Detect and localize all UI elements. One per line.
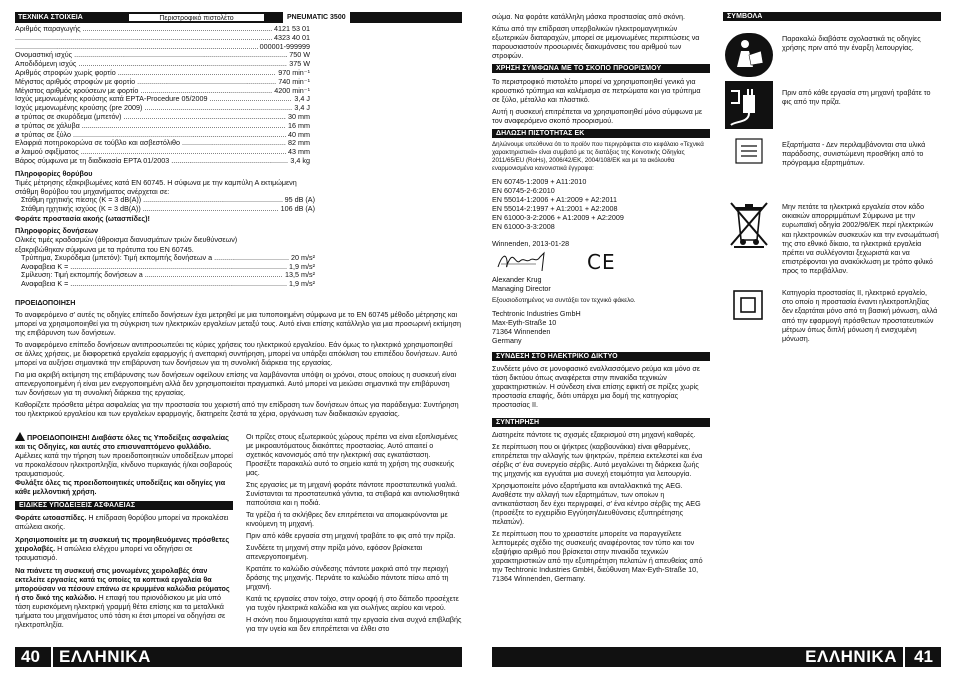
warning-triangle-icon bbox=[15, 432, 25, 441]
symbol-text-accessory: Εξαρτήματα - Δεν περιλαμβάνονται στα υλικά παράδοσης, συνιστώμενη προσθήκη από το πρόγραμμα εξαρτημάτων. bbox=[782, 140, 926, 168]
signer-name: Alexander Krug bbox=[492, 275, 542, 284]
warning-box-text: Αμέλειες κατά την τήρηση των προειδοποιητικών υποδείξεων μπορεί να προκαλέσουν ηλεκτροπληξία, κίνδυνο πυρκαγιάς ή/και σοβαρούς τραυματισμούς. bbox=[15, 451, 233, 478]
noise-row-value: 95 dB (A) bbox=[284, 195, 315, 205]
spec-row-label: Ισχύς μεμονωμένης κρούσης κατά EPTA-Procedure 05/2009 ..... bbox=[15, 95, 292, 104]
warning-paragraph: Καθορίζετε πρόσθετα μέτρα ασφαλείας για την προστασία του χειριστή από την επίδραση των δονήσεων όπως για παράδειγμα: Συντήρηση του ηλεκτρικού εργαλείου και των εργαλείων εφαρμογής, διατηρείτε ζεστά τα χέρια, οργάνωση των διαδικασιών εργασίας. bbox=[15, 400, 459, 419]
vibration-row-value: 1,9 m/s² bbox=[289, 279, 315, 289]
spec-row-value: 4323 40 01 bbox=[274, 32, 310, 42]
read-manual-glyph bbox=[725, 33, 773, 77]
standard-item: EN 61000-3-2:2006 + A1:2009 + A2:2009 bbox=[492, 213, 624, 222]
maintenance-paragraph: Σε περίπτωση που οι ψήκτρες (καρβουνάκια) είναι φθαρμένες, επιτρέπεται την αλλαγής των ψηκτρών, πρέπεια εκτελεστεί και ένα σέρβις σ' ένα συνεργείο σέρβις. Αυτό μεγαλώνει τη διάρκεια ζωής της μηχανής και εγγυάται μια συνεχή ετοιμότητα για λειτουργία. bbox=[492, 442, 703, 478]
safety-paragraph: Συνδέετε τη μηχανή στην πρίζα μόνο, εφόσον βρίσκεται απενεργοποιημένη. bbox=[246, 543, 423, 561]
spec-row bbox=[15, 131, 310, 140]
vibration-row-value: 13,5 m/s² bbox=[285, 270, 315, 280]
spec-subtitle: Περιστροφικό πιστολέτο bbox=[128, 13, 265, 22]
vibration-row-label: Αναφαβεια K = ..... bbox=[21, 263, 287, 272]
spec-header bbox=[15, 12, 462, 23]
left-lower-col2 bbox=[246, 432, 462, 636]
safety-paragraph: Κατά τις εργασίες στον τοίχο, στην οροφή ή στο δάπεδο προσέχετε για τυχόν ηλεκτρικά καλώδια και για σωλήνες αερίου και νερού. bbox=[246, 594, 459, 612]
spec-table bbox=[15, 25, 310, 166]
maintenance-text bbox=[492, 430, 710, 583]
safety-item-bold: Να πιάνετε τη συσκευή στις μονωμένες χειρολαβές όταν εκτελείτε εργασίες κατά τις οποίες τα κοπτικά εργαλεία θα μπορούσαν να πέσουν επάνω σε κρυμμένα καλώδια ρεύματος ή στο δικό της καλώδιο. bbox=[15, 566, 230, 602]
safety-item-text: Η επαφή του πριονόδισκου με μία υπό τάση ευρισκόμενη ηλεκτρική γραμμή θέτει επίσης και τα μεταλλικά τμήματα του μηχανήματος υπό τάση κι έτσι μπορεί να οδηγήσει σε ηλεκτροπληξία. bbox=[15, 593, 226, 629]
spec-row bbox=[15, 87, 310, 96]
maintenance-header: ΣΥΝΤΗΡΗΣΗ bbox=[492, 418, 710, 427]
spec-row-label: Αριθμός παραγωγής ..... bbox=[15, 25, 272, 34]
standard-item: EN 55014-2:1997 + A1:2001 + A2:2008 bbox=[492, 204, 618, 213]
warning-paragraphs bbox=[15, 310, 462, 418]
weee-bin-icon bbox=[728, 200, 770, 248]
electrical-connection-text: Συνδέετε μόνο σε μονοφασικό εναλλασσόμενο ρεύμα και μόνο σε τάση δικτύου όπως αναφέρεται στην πινακίδα τεχνικών χαρακτηριστικών. Η σύνδεση είναι επίσης εφικτή σε πρίζες χωρίς προστασία επαφής, διότι υπάρχει μια δομή της κατηγορίας προστασίας II. bbox=[492, 364, 700, 409]
safety-paragraph: Στις εργασίες με τη μηχανή φοράτε πάντοτε προστατευτικά γυαλιά. Συνίστανται τα προστατευτικά γάντια, τα στιβαρά και αντιολισθητικά παπούτσια και η ποδιά. bbox=[246, 480, 460, 507]
signer-role: Managing Director bbox=[492, 284, 551, 293]
intended-use-header: ΧΡΗΣΗ ΣΥΜΦΩΝΑ ΜΕ ΤΟ ΣΚΟΠΟ ΠΡΟΟΡΙΣΜΟΥ bbox=[492, 64, 710, 73]
spec-row bbox=[15, 139, 310, 148]
spec-row-value: 30 mm bbox=[288, 111, 310, 121]
noise-text: Τιμές μέτρησης εξακριβωμένες κατά EN 60745. Η σύφωνα με την καμπύλη Α εκτιμώμενη στάθμη θορύβου του μηχανήματος ανέρχεται σε: bbox=[15, 177, 297, 197]
company-line: Max-Eyth-Straße 10 bbox=[492, 318, 557, 327]
standard-item: EN 60745-1:2009 + A11:2010 bbox=[492, 177, 587, 186]
symbol-text-weee: Μην πετάτε τα ηλεκτρικά εργαλεία στον κάδο οικιακών απορριμμάτων! Σύμφωνα με την ευρωπαϊκή οδηγία 2002/96/ΕΚ περί ηλεκτρικών και ηλεκτρονικών συσκευών και την ενσωμάτωσή της στο εθνικό δίκαιο, τα ηλεκτρικά εργαλεία πρέπει να συλλέγονται ξεχωριστά και να επιστρέφονται για ανακύκλωση με τρόπο φιλικό προς το περιβάλλον. bbox=[782, 202, 939, 276]
safety-item bbox=[15, 535, 233, 562]
spec-row-label: Ονομαστική ισχύς ..... bbox=[15, 51, 287, 60]
safety-item-text: Η απώλεια ελέγχου μπορεί να οδηγήσει σε τραυματισμό. bbox=[15, 544, 193, 562]
accessory-icon bbox=[735, 138, 763, 164]
spec-row bbox=[15, 60, 310, 69]
vibration-title: Πληροφορίες δονήσεων bbox=[15, 226, 99, 236]
spec-row-label: Μέγιστος αριθμός κρούσεων με φορτίο ..... bbox=[15, 87, 272, 96]
right-col1 bbox=[492, 12, 710, 586]
right-page-number: 41 bbox=[914, 647, 933, 666]
spec-row bbox=[15, 122, 310, 131]
spec-row-value: 740 min⁻¹ bbox=[278, 76, 310, 86]
spec-row-label: Αποδιδόμενη ισχύς ..... bbox=[15, 60, 287, 69]
safety-item-bold: Χρησιμοποιείτε με τη συσκευή τις προμηθευόμενες πρόσθετες χειρολαβές. bbox=[15, 535, 230, 553]
symbol-text-unplug: Πριν από κάθε εργασία στη μηχανή τραβάτε το φις από την πρίζα. bbox=[782, 88, 931, 107]
intended-use-text-1: Το περιστροφικό πιστολέτο μπορεί να χρησιμοποιηθεί γενικά για κρουστικό τρύπημα και καλέμισμα σε πετρώματα και για τρύπημα σε ξύλο, μέταλλο και πλαστικό. bbox=[492, 77, 701, 104]
signature-icon bbox=[496, 251, 556, 273]
safety-item bbox=[15, 513, 233, 531]
vibration-table bbox=[15, 254, 315, 289]
conformity-text: Δηλώνουμε υπεύθυνα ότι το προϊόν που περιγράφεται στο κεφάλαιο «Τεχνικά χαρακτηριστικά» είναι συμβατό με τις διατάξεις της Κοινοτικής Οδηγίας 2011/65/EU (RoHs), 2006/42/EK, 2004/108/EK και με τα ακόλουθα εναρμονισμένα κανονιστικά έγγραφα: bbox=[492, 141, 704, 172]
maintenance-paragraph: Χρησιμοποιείτε μόνο εξαρτήματα και ανταλλακτικά της AEG. Αναθέστε την αλλαγή των εξαρτημάτων, των οποίων η αντικατάσταση δεν έχει περιγραφεί, σ' ένα κέντρο σέρβις της AEG (προσέξτε το εγχειρίδιο Εγγύηση/Διευθύνσεις εξυπηρέτησης πελατών). bbox=[492, 481, 701, 526]
spec-row-label: Ισχύς μεμονωμένης κρούσης (pre 2009) ..... bbox=[15, 104, 292, 113]
vibration-row bbox=[21, 263, 315, 272]
noise-row-label: Στάθμη ηχητικής ισχύος (K = 3 dB(A)) ..... bbox=[21, 205, 279, 214]
spec-row-value: 3,4 J bbox=[294, 94, 310, 104]
spec-row-label: Μέγιστος αριθμός στροφών με φορτίο ..... bbox=[15, 78, 276, 87]
maintenance-paragraph: Διατηρείτε πάντοτε τις σχισμές εξαερισμού στη μηχανή καθαρές. bbox=[492, 430, 696, 439]
right-col2 bbox=[723, 12, 941, 21]
spec-row-value: 375 W bbox=[289, 59, 310, 69]
spec-row bbox=[15, 69, 310, 78]
safety-item-text: Η επίδραση θορύβου μπορεί να προκαλέσει απώλεια ακοής. bbox=[15, 513, 229, 531]
standard-item: EN 61000-3-3:2008 bbox=[492, 222, 555, 231]
company-address bbox=[492, 309, 710, 345]
spec-row-value: 000001-999999 bbox=[259, 41, 310, 51]
place-date: Winnenden, 2013-01-28 bbox=[492, 239, 570, 248]
noise-row bbox=[21, 205, 315, 214]
warning-box bbox=[15, 432, 233, 496]
spec-row-value: 970 min⁻¹ bbox=[278, 67, 310, 77]
signature-row bbox=[492, 251, 710, 273]
safety-paragraph: Πριν από κάθε εργασία στη μηχανή τραβάτε το φις από την πρίζα. bbox=[246, 531, 456, 540]
warning-paragraph: Για μια ακριβή εκτίμηση της επιβάρυνσης των δονήσεων οφείλουν επίσης να λαμβάνονται υπόψη οι χρόνοι, στους οποίους η συσκευή είναι απενεργοποιημένη ή είναι μεν ενεργοποιημένη αλλά δεν χρησιμοποιείται πραγματικά. Αυτό μπορεί να μειώσει σημαντικά την επιβάρυνση των δονήσεων για τη συνολική διάρκεια της εργασίας. bbox=[15, 370, 457, 398]
vibration-row-value: 1,9 m/s² bbox=[289, 261, 315, 271]
spec-row-label: ø τρύπας σε σκυρόδεμα (μπετόν) ..... bbox=[15, 113, 286, 122]
spec-row bbox=[15, 43, 310, 52]
left-footer-bar-split bbox=[51, 647, 53, 667]
vibration-row-label: Σμίλευση: Τιμή εκπομπής δονήσεων a ..... bbox=[21, 271, 283, 280]
intended-use-text-2: Αυτή η συσκευή επιτρέπεται να χρησιμοποιηθεί μόνο σύμφωνα με τον αναφερόμενο σκοπό προορισμού. bbox=[492, 107, 703, 125]
spec-row bbox=[15, 78, 310, 87]
safety-item-bold: Φοράτε ωτοασπίδες. bbox=[15, 513, 87, 522]
symbol-text-read-manual: Παρακαλώ διαβάστε σχολαστικά τις οδηγίες χρήσης πριν από την έναρξη λειτουργίας. bbox=[782, 34, 921, 53]
dust-text: σώμα. Να φοράτε κατάλληλη μάσκα προστασίας από σκόνη. bbox=[492, 12, 685, 21]
safety-paragraph: Οι πρίζες στους εξωτερικούς χώρους πρέπει να είναι εξοπλισμένες με μικροαυτόματους διακόπτες προστασίας. Αυτό απαιτεί ο σχετικός κανονισμός από την ηλεκτρική σας εγκατάσταση. Προσέξτε παρακαλώ αυτό το σημείο κατά τη χρήση της συσκευής μας. bbox=[246, 432, 458, 477]
noise-title: Πληροφορίες θορύβου bbox=[15, 168, 93, 178]
spec-row-label: Ελαφριά ποτηροκορώνα σε τούβλο και ασβεστόλιθο ..... bbox=[15, 139, 286, 148]
spec-row bbox=[15, 104, 310, 113]
spec-row-value: 43 mm bbox=[288, 147, 310, 157]
company-line: Germany bbox=[492, 336, 522, 345]
spec-row-value: 16 mm bbox=[288, 120, 310, 130]
warning-box-keep: Φυλάξτε όλες τις προειδοποιητικές υποδείξεις και οδηγίες για κάθε μελλοντική χρήση. bbox=[15, 478, 226, 496]
spec-row-value: 750 W bbox=[289, 50, 310, 60]
left-page bbox=[15, 12, 462, 421]
spec-row-value: 82 mm bbox=[288, 138, 310, 148]
electrical-connection-header: ΣΥΝΔΕΣΗ ΣΤΟ ΗΛΕΚΤΡΙΚΟ ΔΙΚΤΥΟ bbox=[492, 352, 710, 361]
vibration-row-label: Αναφαβεια K = ..... bbox=[21, 280, 287, 289]
ce-mark: CE bbox=[587, 250, 616, 274]
right-footer bbox=[492, 647, 941, 667]
special-safety-header: ΕΙΔΙΚΕΣ ΥΠΟΔΕΙΞΕΙΣ ΑΣΦΑΛΕΙΑΣ bbox=[15, 501, 233, 510]
spec-row-label: ø τρύπας σε ξύλο ..... bbox=[15, 131, 286, 140]
left-language: ΕΛΛΗΝΙΚΑ bbox=[59, 647, 151, 666]
spec-row-label: Αριθμός στροφών χωρίς φορτίο ..... bbox=[15, 69, 276, 78]
warning-title: ΠΡΟΕΙΔΟΠΟΙΗΣΗ bbox=[15, 297, 76, 307]
spec-row-label bbox=[15, 34, 272, 43]
right-language: ΕΛΛΗΝΙΚΑ bbox=[805, 647, 897, 666]
safety-paragraph: Κρατάτε το καλώδιο σύνδεσης πάντοτε μακριά από την περιοχή δράσης της μηχανής. Περνάτε το καλώδιο πάντοτε πίσω από τη μηχανή. bbox=[246, 564, 449, 591]
warning-box-bold: ΠΡΟΕΙΔΟΠΟΙΗΣΗ! Διαβάστε όλες τις Υποδείξεις ασφαλείας και τις Οδηγίες, και αυτές στο επισυναπτόμενο φυλλάδιο. bbox=[15, 433, 229, 451]
standards-list bbox=[492, 177, 710, 231]
noise-table bbox=[15, 196, 315, 214]
spec-row bbox=[15, 51, 310, 60]
spec-title: ΤΕΧΝΙΚΑ ΣΤΟΙΧΕΙΑ bbox=[18, 14, 83, 21]
noise-row-label: Στάθμη ηχητικής πίεσης (K = 3 dB(A)) ..... bbox=[21, 196, 283, 205]
safety-paragraph: Τα γρέζια ή τα σκλήθρες δεν επιτρέπεται να απομακρύνονται με κινούμενη τη μηχανή. bbox=[246, 510, 448, 528]
left-footer bbox=[15, 647, 462, 667]
standard-item: EN 60745-2-6:2010 bbox=[492, 186, 555, 195]
noise-row-value: 106 dB (A) bbox=[280, 204, 315, 214]
company-line: Techtronic Industries GmbH bbox=[492, 309, 581, 318]
spec-row bbox=[15, 95, 310, 104]
spec-row-value: 40 mm bbox=[288, 129, 310, 139]
spec-row bbox=[15, 25, 310, 34]
left-lower-col1 bbox=[15, 432, 233, 633]
safety-item bbox=[15, 566, 233, 629]
vibration-row bbox=[21, 280, 315, 289]
company-line: 71364 Winnenden bbox=[492, 327, 551, 336]
spec-row-value: 3,4 kg bbox=[290, 155, 310, 165]
vibration-text: Ολικές τιμές κραδασμών (άθροισμα διανυσμάτων τριών διευθύνσεων) εξακριβώθηκαν σύμφωνα με τα πρότυπα του EN 60745. bbox=[15, 235, 238, 254]
spec-row-label: ø λαιμού σφιξίματος ..... bbox=[15, 148, 286, 157]
maintenance-paragraph: Σε περίπτωση που το χρειαστείτε μπορείτε να παραγγείλετε λεπτομερές σχέδιο της συσκευής αναφέροντας τον τύπο και τον εξαψήφιο αριθμό που βρίσκεται στην πινακίδα τεχνικών χαρακτηριστικών από την εξυπηρέτηση πελατών ή απευθείας από την Techtronic Industries GmbH, διεύθυνση Max-Eyth-Straße 10, 71364 Winnenden, Germany. bbox=[492, 529, 703, 583]
spec-row bbox=[15, 157, 310, 166]
warning-paragraph: Το αναφερόμενο επίπεδο δονήσεων αντιπροσωπεύει τις κύριες χρήσεις του ηλεκτρικού εργαλείου. Εάν όμως το ηλεκτρικό χρησιμοποιηθεί σε άλλες χρήσεις, με διαφορετικά εργαλεία εφαρμογής ή ανεπαρκή συντήρηση, μπορεί να υπάρξει απόκλιση του επιπέδου δονήσεων. Αυτό μπορεί να αυξήσει σημαντικά την επιβάρυνση των δονήσεων για τη συνολική διάρκεια της εργασίας. bbox=[15, 340, 458, 368]
safety-paragraph: Η σκόνη που δημιουργείται κατά την εργασία είναι συχνά επιβλαβής για την υγεία και δεν επιτρέπεται να έλθει στο bbox=[246, 615, 462, 633]
spec-row-label: ø τρύπας σε χάλυβα ..... bbox=[15, 122, 286, 131]
vibration-row-value: 20 m/s² bbox=[291, 252, 315, 262]
right-footer-bar-split bbox=[903, 647, 905, 667]
spec-row-label: Βάρος σύμφωνα με τη διαδικασία EPTA 01/2003 ..... bbox=[15, 157, 288, 166]
vibration-row-label: Τρύπημα, Σκυρόδεμα (μπετόν): Τιμή εκπομπής δονήσεων a ..... bbox=[21, 254, 289, 263]
spec-row-value: 4200 min⁻¹ bbox=[274, 85, 310, 95]
symbols-header: ΣΥΜΒΟΛΑ bbox=[723, 12, 941, 21]
authorization-text: Εξουσιοδοτημένος να συντάξει τον τεχνικό φάκελο. bbox=[492, 297, 636, 304]
vibration-row bbox=[21, 254, 315, 263]
spec-row bbox=[15, 148, 310, 157]
class-2-icon bbox=[733, 290, 763, 320]
spec-row bbox=[15, 113, 310, 122]
vibration-row bbox=[21, 271, 315, 280]
standard-item: EN 55014-1:2006 + A1:2009 + A2:2011 bbox=[492, 195, 617, 204]
spec-row-label bbox=[15, 43, 258, 52]
unplug-icon bbox=[725, 81, 773, 129]
emc-text: Κάτω από την επίδραση υπερβολικών ηλεκτρομαγνητικών εξωτερικών διαταραχών, μπορεί σε μεμονωμένες περιπτώσεις να παρουσιαστούν προσωρινές διακυμάνσεις του αριθμού των στροφών. bbox=[492, 24, 700, 60]
spec-row-value: 4121 53 01 bbox=[274, 24, 310, 33]
noise-row bbox=[21, 196, 315, 205]
spec-row-value: 3,4 J bbox=[294, 103, 310, 113]
conformity-header: ΔΗΛΩΣΗ ΠΙΣΤΟΤΗΤΑΣ ΕΚ bbox=[492, 129, 710, 138]
symbol-text-class-2: Κατηγορία προστασίας II, ηλεκτρικό εργαλείο, στο οποίο η προστασία έναντι ηλεκτροπληξίας δεν εξαρτάται μόνο από τη βασική μόνωση, αλλά από την εφαρμογή πρόσθετων προστατευτικών μέτρων όπως διπλή μόνωση ή ενισχυμένη μόνωση. bbox=[782, 288, 938, 344]
ear-protection-note: Φοράτε προστασία ακοής (ωτασπίδες)! bbox=[15, 213, 150, 223]
warning-paragraph: Το αναφερόμενο σ' αυτές τις οδηγίες επίπεδο δονήσεων έχει μετρηθεί με μια τυποποιημένη σύμφωνα με το EN 60745 μέθοδο μέτρησης και μπορεί να χρησιμοποιηθεί για τη σύγκριση των ηλεκτρικών εργαλείων μεταξύ τους. Αυτό είναι επίσης κατάλληλο για μια προσωρινή εκτίμηση της επιβάρυνση των δονήσεων. bbox=[15, 310, 461, 338]
left-page-number: 40 bbox=[21, 647, 40, 666]
safety-list bbox=[15, 513, 233, 629]
spec-model: PNEUMATIC 3500 bbox=[283, 12, 350, 23]
